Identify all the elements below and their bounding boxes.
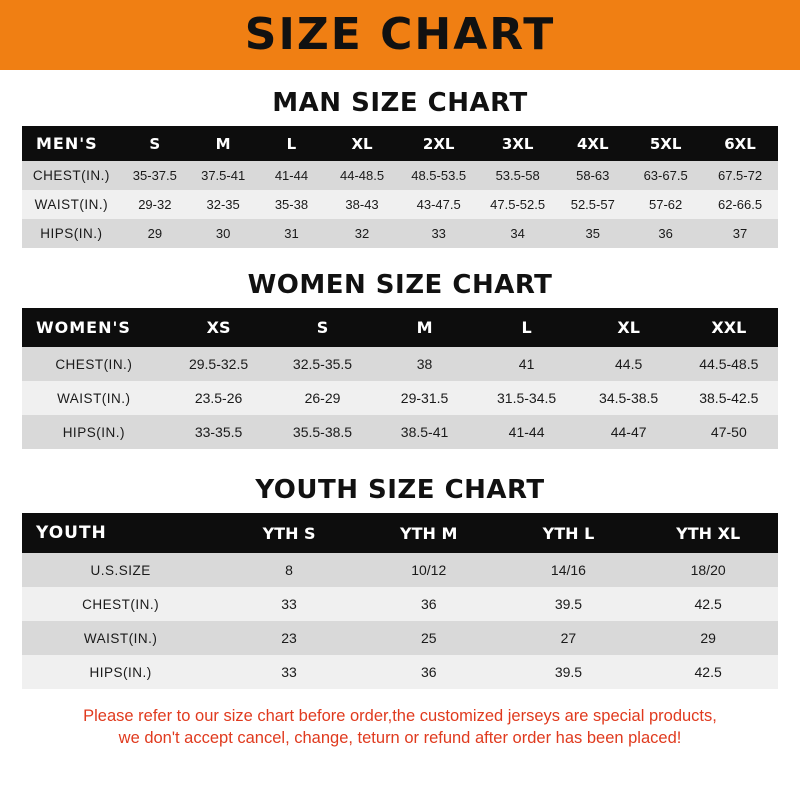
man-col-0: MEN'S	[36, 134, 98, 153]
women-cell-2-2: 38.5-41	[400, 424, 449, 440]
women-cell-0-0: 29.5-32.5	[188, 356, 249, 372]
table-row	[22, 381, 778, 415]
youth-table-header	[22, 513, 778, 553]
youth-row-2-label: WAIST(IN.)	[83, 630, 158, 646]
man-col-4: XL	[351, 134, 373, 153]
man-col-3: L	[286, 134, 297, 153]
man-cell-1-4: 43-47.5	[416, 197, 461, 212]
youth-cell-2-1: 25	[420, 630, 437, 646]
notice-line-1: Please refer to our size chart before order,the customized jerseys are special products,	[83, 707, 717, 725]
youth-col-3: YTH L	[542, 523, 595, 543]
man-cell-1-7: 57-62	[649, 197, 683, 212]
youth-cell-1-3: 42.5	[694, 596, 722, 612]
man-cell-2-7: 36	[658, 226, 673, 241]
youth-size-table	[22, 513, 778, 689]
women-cell-2-3: 41-44	[508, 424, 545, 440]
man-col-6: 3XL	[501, 134, 534, 153]
women-cell-2-5: 47-50	[710, 424, 747, 440]
youth-cell-1-2: 39.5	[554, 596, 583, 612]
page-title: SIZE CHART	[244, 9, 556, 60]
youth-cell-0-3: 18/20	[690, 562, 726, 578]
youth-col-4: YTH XL	[676, 523, 741, 543]
banner	[0, 0, 800, 70]
man-col-5: 2XL	[422, 134, 455, 153]
women-cell-1-3: 31.5-34.5	[497, 390, 557, 406]
man-cell-2-5: 34	[510, 226, 525, 241]
man-cell-1-2: 35-38	[274, 197, 309, 212]
man-cell-0-1: 37.5-41	[201, 168, 246, 183]
table-row	[22, 219, 778, 248]
table-row	[22, 553, 778, 587]
youth-cell-2-3: 29	[700, 630, 716, 646]
women-cell-0-3: 41	[518, 356, 535, 372]
youth-cell-1-0: 33	[281, 596, 297, 612]
man-row-2-label: HIPS(IN.)	[40, 226, 103, 241]
man-col-8: 5XL	[649, 134, 682, 153]
man-col-9: 6XL	[724, 134, 756, 153]
youth-row-0-label: U.S.SIZE	[90, 562, 151, 578]
table-row	[22, 587, 778, 621]
youth-cell-0-0: 8	[285, 562, 293, 578]
content	[0, 88, 800, 750]
women-cell-2-4: 44-47	[610, 424, 647, 440]
youth-cell-3-3: 42.5	[694, 664, 722, 680]
man-cell-0-3: 44-48.5	[339, 168, 385, 183]
order-notice	[22, 705, 778, 750]
man-cell-2-6: 35	[585, 226, 600, 241]
women-table-header	[22, 308, 778, 347]
table-row	[22, 161, 778, 190]
youth-section-title: YOUTH SIZE CHART	[255, 475, 545, 505]
women-cell-0-1: 32.5-35.5	[292, 356, 353, 372]
women-col-1: XS	[206, 318, 231, 337]
man-cell-0-2: 41-44	[274, 168, 309, 183]
man-cell-2-3: 32	[354, 226, 370, 241]
table-row	[22, 347, 778, 381]
women-col-0: WOMEN'S	[36, 318, 131, 337]
man-col-7: 4XL	[576, 134, 609, 153]
women-section-title: WOMEN SIZE CHART	[247, 270, 553, 300]
women-cell-2-1: 35.5-38.5	[292, 424, 353, 440]
youth-col-0: YOUTH	[36, 523, 107, 543]
man-section-title: MAN SIZE CHART	[272, 88, 528, 118]
youth-cell-3-1: 36	[420, 664, 437, 680]
women-cell-1-0: 23.5-26	[194, 390, 243, 406]
man-cell-1-8: 62-66.5	[717, 197, 763, 212]
man-cell-0-5: 53.5-58	[495, 168, 540, 183]
man-table-header	[22, 126, 778, 161]
table-row	[22, 655, 778, 689]
table-row	[22, 190, 778, 219]
youth-col-1: YTH S	[262, 523, 316, 543]
youth-row-3-label: HIPS(IN.)	[89, 664, 152, 680]
women-cell-1-5: 38.5-42.5	[699, 390, 759, 406]
man-cell-1-1: 32-35	[206, 197, 240, 212]
man-cell-2-2: 31	[284, 226, 299, 241]
man-cell-0-4: 48.5-53.5	[411, 168, 467, 183]
women-cell-0-5: 44.5-48.5	[699, 356, 759, 372]
women-row-2-label: HIPS(IN.)	[62, 424, 125, 440]
man-row-0-label: CHEST(IN.)	[32, 168, 110, 183]
women-col-5: XL	[617, 318, 640, 337]
women-cell-0-4: 44.5	[615, 356, 643, 372]
youth-cell-2-2: 27	[560, 630, 577, 646]
youth-col-2: YTH M	[400, 523, 458, 543]
women-cell-1-1: 26-29	[304, 390, 341, 406]
women-row-1-label: WAIST(IN.)	[57, 390, 131, 406]
youth-cell-3-2: 39.5	[554, 664, 583, 680]
table-row	[22, 415, 778, 449]
women-row-0-label: CHEST(IN.)	[55, 356, 133, 372]
youth-cell-0-2: 14/16	[550, 562, 586, 578]
man-cell-1-0: 29-32	[138, 197, 172, 212]
women-col-4: L	[521, 318, 532, 337]
women-cell-1-4: 34.5-38.5	[599, 390, 659, 406]
women-cell-2-0: 33-35.5	[194, 424, 243, 440]
women-cell-0-2: 38	[416, 356, 433, 372]
man-cell-1-3: 38-43	[345, 197, 379, 212]
youth-cell-0-1: 10/12	[411, 562, 447, 578]
man-size-table	[22, 126, 778, 248]
man-col-1: S	[149, 134, 161, 153]
women-cell-1-2: 29-31.5	[400, 390, 449, 406]
youth-cell-3-0: 33	[281, 664, 297, 680]
youth-cell-1-1: 36	[420, 596, 437, 612]
man-cell-1-5: 47.5-52.5	[490, 197, 546, 212]
notice-line-2: we don't accept cancel, change, teturn or refund after order has been placed!	[118, 729, 682, 748]
man-cell-0-7: 63-67.5	[643, 168, 688, 183]
man-cell-2-8: 37	[732, 226, 748, 241]
women-col-6: XXL	[711, 318, 747, 337]
man-cell-0-6: 58-63	[576, 168, 610, 183]
man-cell-2-1: 30	[215, 226, 231, 241]
man-cell-0-0: 35-37.5	[132, 168, 177, 183]
man-cell-2-0: 29	[147, 226, 163, 241]
table-row	[22, 621, 778, 655]
women-col-3: M	[416, 318, 433, 337]
man-cell-0-8: 67.5-72	[717, 168, 763, 183]
man-row-1-label: WAIST(IN.)	[34, 197, 109, 212]
youth-cell-2-0: 23	[281, 630, 297, 646]
man-col-2: M	[215, 134, 231, 153]
youth-row-1-label: CHEST(IN.)	[82, 596, 160, 612]
man-cell-1-6: 52.5-57	[570, 197, 615, 212]
women-size-table	[22, 308, 778, 449]
women-col-2: S	[316, 318, 329, 337]
man-cell-2-4: 33	[431, 226, 446, 241]
